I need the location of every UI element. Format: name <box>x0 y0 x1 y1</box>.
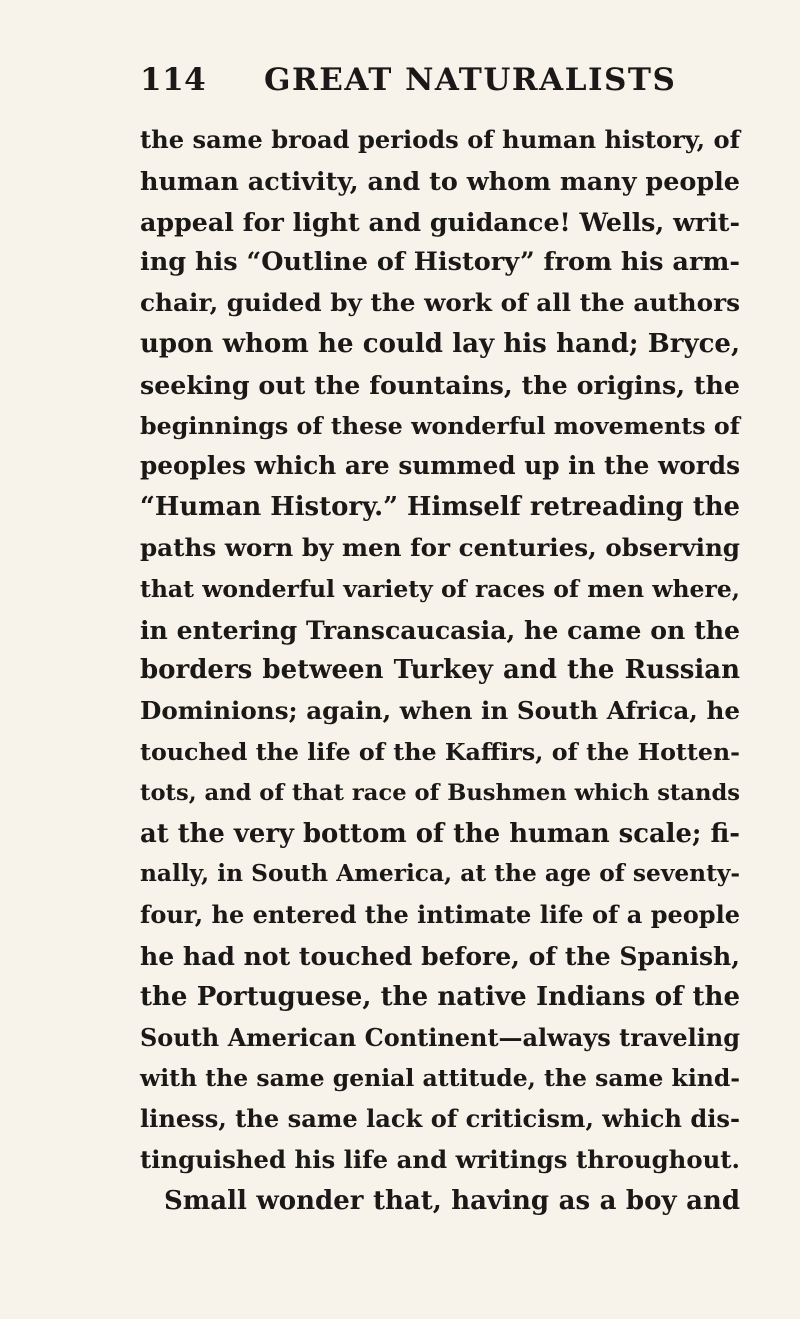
text-line: paths worn by men for centuries, observing <box>140 532 740 562</box>
text-line: ing his “Outline of History” from his arm- <box>140 247 740 278</box>
text-line: beginnings of these wonderful movements of <box>140 411 740 440</box>
text-line: liness, the same lack of criticism, which dis- <box>140 1104 740 1134</box>
text-line: four, he entered the intimate life of a people <box>140 900 740 930</box>
page-number: 114 <box>140 62 207 98</box>
text-line-paragraph-start: Small wonder that, having as a boy and <box>164 1185 740 1216</box>
text-line: he had not touched before, of the Spanish, <box>140 940 740 971</box>
body-text <box>140 120 740 1222</box>
text-line: tots, and of that race of Bushmen which stands <box>140 779 740 806</box>
text-line: touched the life of the Kaffirs, of the Hotten- <box>140 737 740 766</box>
text-line: seeking out the fountains, the origins, the <box>140 369 740 400</box>
text-line: in entering Transcaucasia, he came on the <box>140 614 740 645</box>
text-line: nally, in South America, at the age of seventy- <box>140 860 740 888</box>
running-head <box>140 62 740 112</box>
text-line: the same broad periods of human history, of <box>140 125 740 154</box>
text-line: with the same genial attitude, the same kind- <box>140 1064 740 1093</box>
text-line: appeal for light and guidance! Wells, writ- <box>140 206 740 237</box>
text-line: chair, guided by the work of all the authors <box>140 288 740 318</box>
running-title: GREAT NATURALISTS <box>264 62 677 98</box>
text-line: “Human History.” Himself retreading the <box>140 492 740 523</box>
text-line: borders between Turkey and the Russian <box>140 655 740 686</box>
text-line: at the very bottom of the human scale; fi- <box>140 818 740 849</box>
text-line: human activity, and to whom many people <box>140 165 740 196</box>
text-line: upon whom he could lay his hand; Bryce, <box>140 328 740 359</box>
text-line: the Portuguese, the native Indians of the <box>140 981 740 1012</box>
text-line: that wonderful variety of races of men where, <box>140 574 740 603</box>
text-line: peoples which are summed up in the words <box>140 451 740 481</box>
text-line: tinguished his life and writings throughout. <box>140 1144 740 1174</box>
text-line: South American Continent—always traveling <box>140 1022 740 1052</box>
text-line: Dominions; again, when in South Africa, he <box>140 696 740 726</box>
